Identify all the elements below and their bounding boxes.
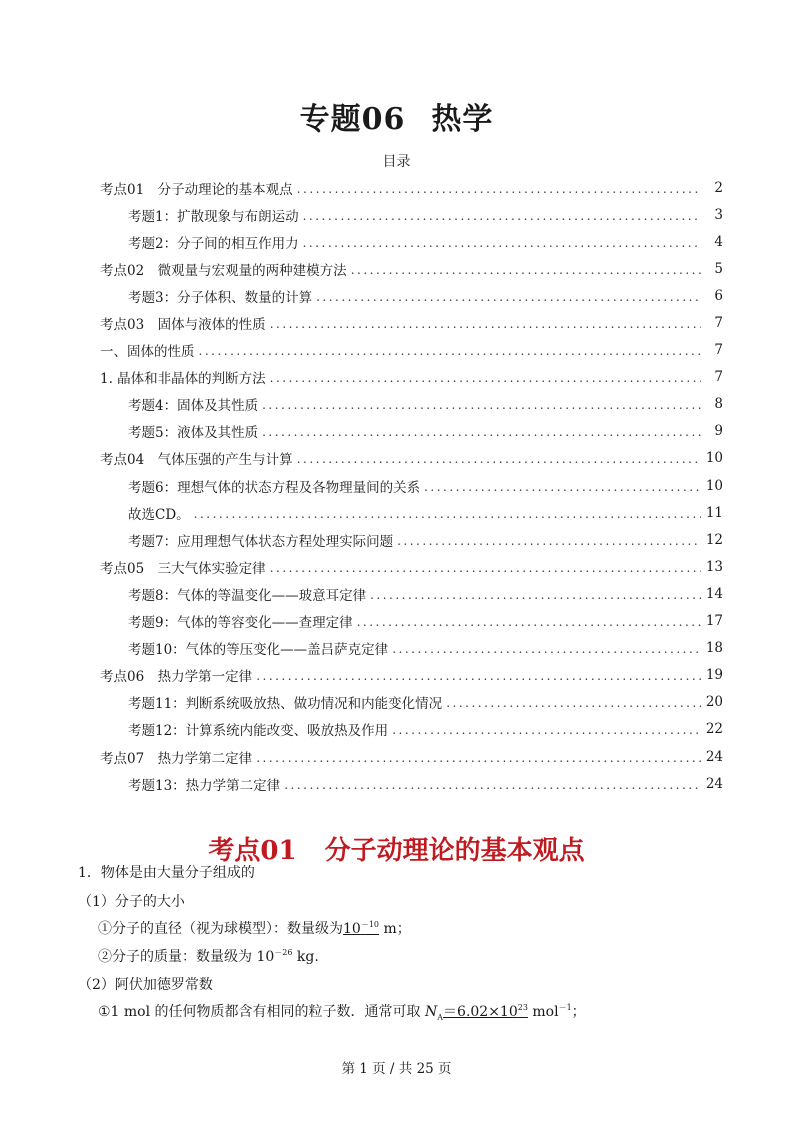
- toc-entry[interactable]: [100, 580, 723, 607]
- toc-entry-title: 考题2：分子间的相互作用力: [128, 235, 299, 252]
- body-line: 1．物体是由大量分子组成的: [78, 865, 255, 881]
- toc-entry-title: 考点02 微观量与宏观量的两种建模方法: [100, 262, 347, 279]
- toc-leader-dots: [284, 778, 701, 792]
- toc-entry-title: 考题8：气体的等温变化——玻意耳定律: [128, 587, 367, 604]
- toc-entry-title: 考题1：扩散现象与布朗运动: [128, 208, 299, 225]
- page-footer: 第 1 页 / 共 25 页: [341, 1061, 452, 1077]
- toc-entry-title: 考点07 热力学第二定律: [100, 750, 253, 767]
- toc-entry-page: 10: [705, 450, 723, 467]
- toc-leader-dots: [194, 507, 701, 521]
- toc-entry[interactable]: [100, 716, 723, 743]
- toc-entry-page: 14: [705, 585, 723, 602]
- toc-entry-page: 4: [714, 233, 723, 250]
- toc-entry-title: 考点06 热力学第一定律: [100, 669, 253, 686]
- body-line: ①分子的直径（视为球模型）：数量级为$10^{-10}$ m；: [98, 920, 411, 937]
- toc-leader-dots: [303, 236, 701, 250]
- toc-leader-dots: [351, 263, 701, 277]
- toc-entry-page: 9: [714, 423, 723, 440]
- toc-entry-page: 3: [714, 206, 723, 223]
- toc-entry-title: 考点03 固体与液体的性质: [100, 317, 266, 334]
- toc-entry-title: 考题10：气体的等压变化——盖吕萨克定律: [128, 642, 389, 659]
- toc-leader-dots: [256, 751, 701, 765]
- toc-entry-title: 考点01 分子动理论的基本观点: [100, 181, 293, 198]
- toc-leader-dots: [397, 534, 701, 548]
- toc-entry-title: 考题3：分子体积、数量的计算: [128, 289, 313, 306]
- toc-entry[interactable]: [100, 174, 723, 201]
- toc-entry-title: 1. 晶体和非晶体的判断方法: [100, 371, 266, 388]
- toc-entry[interactable]: [100, 201, 723, 228]
- toc-leader-dots: [297, 182, 701, 196]
- body-line: ①1 mol 的任何物质都含有相同的粒子数．通常可取 $N_A=6.02\times 10^{23}$ mol$^{-1}$；: [98, 1003, 586, 1022]
- toc-entry[interactable]: [100, 391, 723, 418]
- toc-entry-title: 故选CD。: [128, 506, 190, 523]
- body-line: ②分子的质量：数量级为 $10^{-26}$ kg.: [98, 948, 319, 965]
- toc-leader-dots: [270, 561, 701, 575]
- toc-entry-title: 考点05 三大气体实验定律: [100, 560, 266, 577]
- toc-entry[interactable]: [100, 472, 723, 499]
- toc-entry-title: 考题12：计算系统内能改变、吸放热及作用: [128, 723, 389, 740]
- toc-leader-dots: [199, 344, 702, 358]
- toc-entry-page: 13: [705, 558, 723, 575]
- toc-leader-dots: [256, 669, 701, 683]
- toc-heading: 目录: [382, 154, 411, 170]
- toc-entry-title: 考题7：应用理想气体状态方程处理实际问题: [128, 533, 394, 550]
- toc-entry[interactable]: [100, 255, 723, 282]
- toc-entry-title: 考题5：液体及其性质: [128, 425, 259, 442]
- document-title: [0, 94, 793, 138]
- body-line: （1）分子的大小: [78, 894, 185, 910]
- toc-entry[interactable]: [100, 770, 723, 797]
- toc-leader-dots: [357, 615, 701, 629]
- toc-entry[interactable]: [100, 337, 723, 364]
- toc-entry-page: 22: [705, 721, 723, 738]
- toc-leader-dots: [316, 290, 701, 304]
- toc-entry[interactable]: [100, 445, 723, 472]
- toc-entry[interactable]: [100, 743, 723, 770]
- current-page: 1: [359, 1061, 368, 1077]
- toc-entry-title: 考题11：判断系统吸放热、做功情况和内能变化情况: [128, 696, 443, 713]
- toc-entry-title: 考题9：气体的等容变化——查理定律: [128, 615, 353, 632]
- toc-leader-dots: [392, 642, 701, 656]
- blank-answer: $10^{-10}$: [343, 920, 380, 937]
- toc-entry-page: 19: [705, 667, 723, 684]
- toc-entry-title: 考题13：热力学第二定律: [128, 777, 281, 794]
- toc-entry-title: 一、固体的性质: [100, 344, 195, 361]
- toc-leader-dots: [297, 452, 701, 466]
- toc-entry[interactable]: [100, 364, 723, 391]
- table-of-contents: [100, 174, 723, 797]
- section-title-text: 分子动理论的基本观点: [324, 836, 585, 866]
- toc-entry[interactable]: [100, 418, 723, 445]
- toc-leader-dots: [392, 723, 701, 737]
- toc-entry[interactable]: [100, 499, 723, 526]
- toc-entry-page: 24: [705, 748, 723, 765]
- title-sub: 热学: [431, 102, 494, 137]
- toc-entry[interactable]: [100, 526, 723, 553]
- toc-entry-page: 7: [714, 315, 723, 332]
- toc-entry-page: 10: [705, 477, 723, 494]
- total-pages: 25: [416, 1061, 434, 1077]
- toc-entry[interactable]: [100, 635, 723, 662]
- toc-leader-dots: [424, 480, 701, 494]
- toc-entry[interactable]: [100, 662, 723, 689]
- title-main: 专题06: [299, 102, 406, 137]
- toc-entry-page: 12: [705, 531, 723, 548]
- section-label: 考点01: [208, 836, 297, 866]
- toc-leader-dots: [270, 317, 701, 331]
- toc-entry[interactable]: [100, 228, 723, 255]
- toc-entry-page: 5: [714, 260, 723, 277]
- toc-leader-dots: [270, 371, 701, 385]
- toc-entry[interactable]: [100, 553, 723, 580]
- toc-entry-page: 17: [705, 613, 723, 630]
- toc-entry-title: 考点04 气体压强的产生与计算: [100, 452, 293, 469]
- toc-entry[interactable]: [100, 282, 723, 309]
- toc-leader-dots: [262, 425, 701, 439]
- toc-entry[interactable]: [100, 309, 723, 336]
- toc-entry-page: 8: [714, 396, 723, 413]
- toc-entry-page: 20: [705, 694, 723, 711]
- toc-entry-page: 7: [714, 369, 723, 386]
- toc-leader-dots: [446, 696, 701, 710]
- toc-leader-dots: [370, 588, 701, 602]
- toc-entry-title: 考题4：固体及其性质: [128, 398, 259, 415]
- toc-entry[interactable]: [100, 689, 723, 716]
- toc-entry-page: 24: [705, 775, 723, 792]
- toc-leader-dots: [262, 398, 701, 412]
- toc-entry-page: 18: [705, 640, 723, 657]
- toc-leader-dots: [303, 209, 701, 223]
- toc-entry-page: 6: [714, 287, 723, 304]
- blank-answer: $=6.02\times 10^{23}$: [443, 1003, 528, 1020]
- toc-entry-page: 7: [714, 342, 723, 359]
- toc-entry[interactable]: [100, 608, 723, 635]
- toc-entry-page: 2: [714, 179, 723, 196]
- body-line: （2）阿伏加德罗常数: [78, 977, 213, 993]
- toc-entry-title: 考题6：理想气体的状态方程及各物理量间的关系: [128, 479, 421, 496]
- toc-entry-page: 11: [705, 504, 723, 521]
